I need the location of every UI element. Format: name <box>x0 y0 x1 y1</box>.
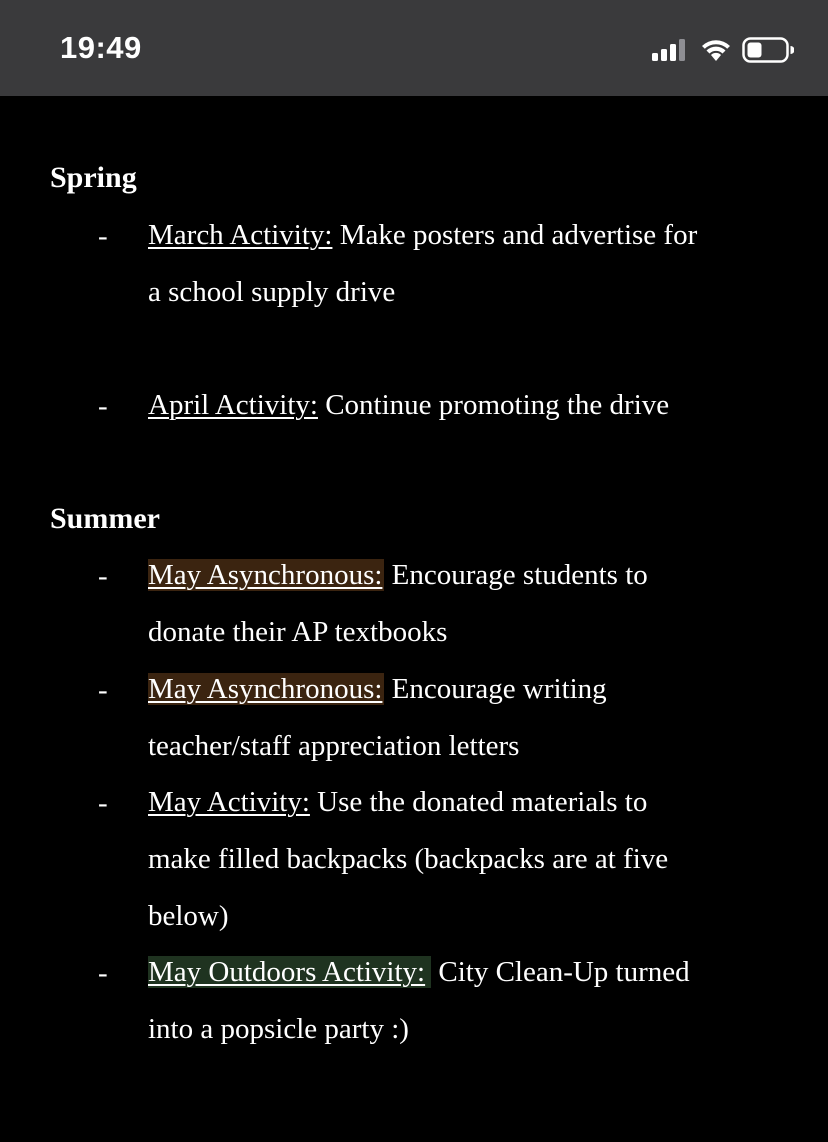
bullet-dash: - <box>98 220 108 252</box>
bullet-dash: - <box>98 674 108 706</box>
bullet-dash: - <box>98 560 108 592</box>
item-label: March Activity: <box>148 219 333 251</box>
item-label-highlighted: May Asynchronous: <box>148 559 383 591</box>
wifi-icon <box>700 38 732 62</box>
section-heading-spring: Spring <box>50 161 137 194</box>
status-time: 19:49 <box>60 30 142 65</box>
item-text: make filled backpacks (backpacks are at five <box>148 843 669 875</box>
item-text: teacher/staff appreciation letters <box>148 730 520 762</box>
status-bar <box>0 0 828 96</box>
item-text: Encourage writing <box>384 673 607 705</box>
list-item-april <box>148 377 788 434</box>
list-item-may-outdoors <box>148 944 788 1058</box>
bullet-dash: - <box>98 787 108 819</box>
item-label: April Activity: <box>148 389 318 421</box>
bullet-dash: - <box>98 390 108 422</box>
section-heading-summer: Summer <box>50 502 160 535</box>
list-item-may-backpacks <box>148 774 788 945</box>
list-item-may-async-letters <box>148 661 788 775</box>
item-text: Make posters and advertise for <box>332 219 698 251</box>
item-label-highlighted: May Asynchronous: <box>148 673 383 705</box>
cellular-signal-icon <box>652 39 688 61</box>
item-text: Use the donated materials to <box>309 786 648 818</box>
list-item-march <box>148 207 788 321</box>
document-body <box>0 96 828 1142</box>
item-label: May Activity: <box>148 786 310 818</box>
item-label-highlighted: May Outdoors Activity: <box>148 956 431 988</box>
list-item-may-async-textbooks <box>148 547 788 661</box>
item-text: Encourage students to <box>384 559 648 591</box>
battery-icon <box>742 37 794 63</box>
status-icons <box>652 36 794 64</box>
item-text: below) <box>148 900 229 932</box>
item-text: into a popsicle party :) <box>148 1013 409 1045</box>
item-text: Continue promoting the drive <box>317 389 670 421</box>
bullet-dash: - <box>98 957 108 989</box>
item-text: donate their AP textbooks <box>148 616 448 648</box>
item-text: a school supply drive <box>148 276 396 308</box>
item-text: City Clean-Up turned <box>431 956 690 988</box>
